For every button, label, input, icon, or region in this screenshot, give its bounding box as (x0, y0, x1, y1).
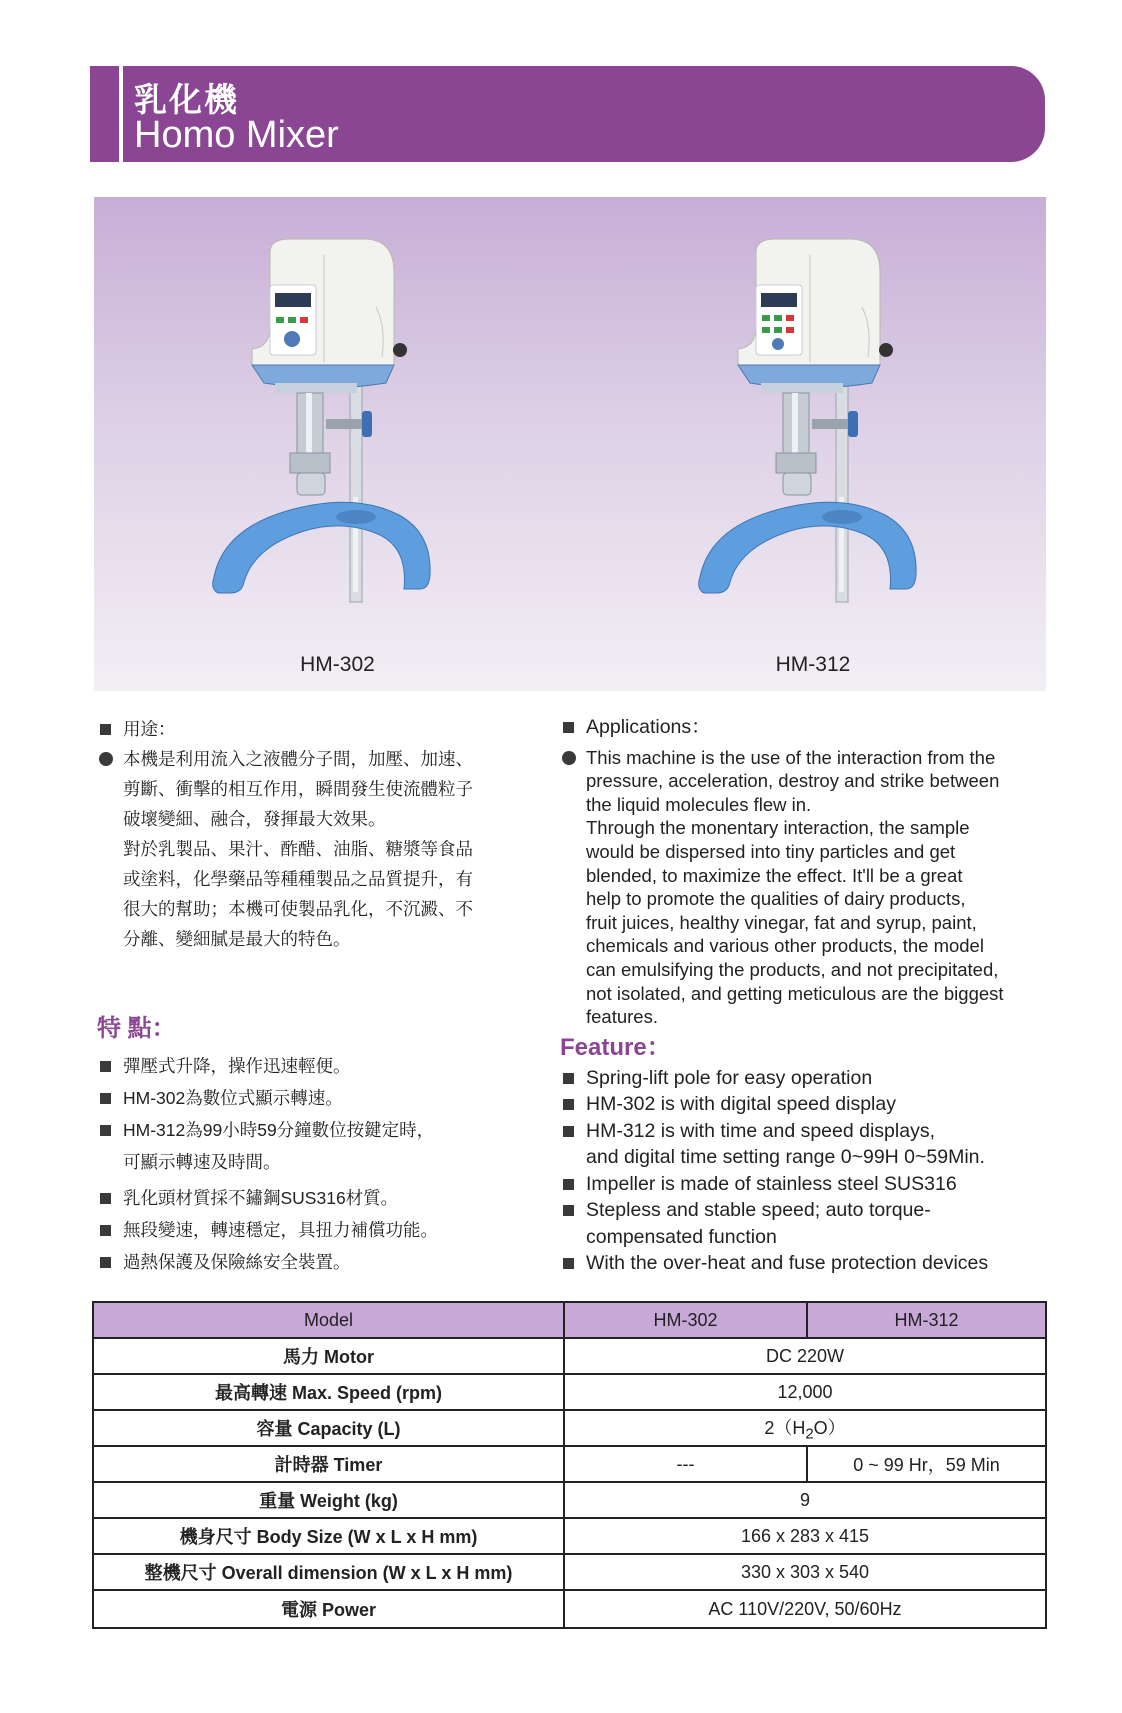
square-bullet-icon (563, 1179, 574, 1190)
square-bullet-icon (100, 1225, 111, 1236)
applications-line: the liquid molecules flew in. (586, 793, 812, 815)
table-row (93, 1554, 1046, 1590)
usage-line: 破壞變細、融合，發揮最大效果。 (123, 809, 386, 829)
square-bullet-icon (563, 1258, 574, 1269)
usage-line: 分離、變細膩是最大的特色。 (123, 929, 351, 949)
feature-item: HM-312 is with time and speed displays, (560, 1118, 1060, 1145)
table-row (93, 1338, 1046, 1374)
usage-line: 很大的幫助；本機可使製品乳化，不沉澱、不 (123, 899, 473, 919)
row-label: 容量 Capacity (L) (93, 1410, 564, 1446)
square-bullet-icon (563, 1205, 574, 1216)
product-photo-hm312 (580, 197, 1046, 691)
usage-paragraph (97, 744, 517, 954)
row-value: $2(H_2O)$ (564, 1410, 1046, 1446)
row-value: 9 (564, 1482, 1046, 1518)
applications-line: blended, to maximize the effect. It'll be a great (586, 864, 963, 886)
feature-item: HM-302為數位式顯示轉速。 (97, 1082, 517, 1114)
english-description (560, 715, 1060, 1277)
usage-line: 剪斷、衝擊的相互作用，瞬間發生使流體粒子 (123, 779, 473, 799)
product-photo-hm302 (94, 197, 581, 691)
square-bullet-icon (563, 1126, 574, 1137)
row-value: 330 x 303 x 540 (564, 1554, 1046, 1590)
feature-item: 過熱保護及保險絲安全裝置。 (97, 1246, 517, 1278)
product-model-label: HM-302 (300, 653, 375, 676)
feature-item: With the over-heat and fuse protection devices (560, 1250, 1060, 1277)
usage-line: 對於乳製品、果汁、酢醋、油脂、糖漿等食品 (123, 839, 473, 859)
usage-line: 或塗料，化學藥品等種種製品之品質提升，有 (123, 869, 473, 889)
feature-item: 乳化頭材質採不鏽鋼SUS316材質。 (97, 1182, 517, 1214)
title-divider (119, 66, 123, 162)
feature-heading-en: Feature： (560, 1033, 671, 1061)
applications-line: This machine is the use of the interaction from the (586, 746, 996, 768)
feature-item: Spring-lift pole for easy operation (560, 1065, 1060, 1092)
homo-mixer-illustration (580, 197, 1046, 691)
feature-item-continued: 可顯示轉速及時間。 (123, 1152, 281, 1172)
features-list-en (560, 1065, 1060, 1277)
table-row (93, 1410, 1046, 1446)
applications-heading-row (560, 715, 1060, 740)
table-header-hm312: HM-312 (807, 1302, 1046, 1338)
features-heading-zh: 特 點： (97, 1015, 176, 1042)
applications-line: pressure, acceleration, destroy and strike between (586, 770, 1000, 792)
table-row (93, 1374, 1046, 1410)
usage-heading-row (97, 714, 517, 744)
table-row (93, 1482, 1046, 1518)
features-list-zh (97, 1050, 517, 1278)
feature-item: HM-302 is with digital speed display (560, 1091, 1060, 1118)
row-label: 最高轉速 Max. Speed (rpm) (93, 1374, 564, 1410)
applications-line: not isolated, and getting meticulous are the biggest (586, 982, 1004, 1004)
feature-item: Impeller is made of stainless steel SUS316 (560, 1171, 1060, 1198)
homo-mixer-illustration (94, 197, 581, 691)
row-value: 166 x 283 x 415 (564, 1518, 1046, 1554)
feature-item: Stepless and stable speed; auto torque- (560, 1197, 1060, 1224)
square-bullet-icon (100, 1257, 111, 1268)
feature-item: HM-312為99小時59分鐘數位按鍵定時， (97, 1114, 517, 1146)
row-value: DC 220W (564, 1338, 1046, 1374)
table-row (93, 1518, 1046, 1554)
row-label: 整機尺寸 Overall dimension (W x L x H mm) (93, 1554, 564, 1590)
table-row (93, 1446, 1046, 1482)
applications-line: would be dispersed into tiny particles and get (586, 840, 956, 862)
feature-item: 無段變速，轉速穩定，具扭力補償功能。 (97, 1214, 517, 1246)
row-label: 計時器 Timer (93, 1446, 564, 1482)
chinese-description (97, 714, 517, 1278)
feature-item-continued: compensated function (586, 1225, 777, 1248)
square-bullet-icon (100, 724, 111, 735)
table-header-model: Model (93, 1302, 564, 1338)
applications-line: Through the monentary interaction, the sample (586, 817, 970, 839)
feature-item-continued: and digital time setting range 0~99H 0~59Min. (586, 1146, 985, 1169)
row-label: 機身尺寸 Body Size (W x L x H mm) (93, 1518, 564, 1554)
square-bullet-icon (100, 1093, 111, 1104)
square-bullet-icon (100, 1061, 111, 1072)
round-bullet-icon (562, 751, 576, 765)
usage-heading: 用途： (123, 719, 176, 739)
square-bullet-icon (100, 1193, 111, 1204)
spec-table (92, 1301, 1047, 1629)
square-bullet-icon (563, 1073, 574, 1084)
applications-line: chemicals and various other products, the model (586, 935, 984, 957)
table-header-row (93, 1302, 1046, 1338)
applications-line: can emulsifying the products, and not precipitated, (586, 958, 999, 980)
row-label: 馬力 Motor (93, 1338, 564, 1374)
row-value: AC 110V/220V, 50/60Hz (564, 1590, 1046, 1628)
square-bullet-icon (100, 1125, 111, 1136)
row-label: 重量 Weight (kg) (93, 1482, 564, 1518)
applications-heading: Applications： (586, 716, 711, 738)
square-bullet-icon (563, 1099, 574, 1110)
applications-line: fruit juices, healthy vinegar, fat and syrup, paint, (586, 911, 977, 933)
row-value: 12,000 (564, 1374, 1046, 1410)
usage-line: 本機是利用流入之液體分子間，加壓、加速、 (123, 749, 473, 769)
product-model-label: HM-312 (775, 653, 851, 676)
table-row (93, 1590, 1046, 1628)
applications-paragraph (560, 746, 1060, 1029)
title-banner (90, 66, 1045, 162)
feature-item: 彈壓式升降，操作迅速輕便。 (97, 1050, 517, 1082)
applications-line: help to promote the qualities of dairy products, (586, 888, 966, 910)
table-header-hm302: HM-302 (564, 1302, 807, 1338)
page-title-zh: 乳化機 (134, 81, 239, 118)
round-bullet-icon (99, 752, 113, 766)
row-value-hm312: 0 ~ 99 Hr，59 Min (807, 1446, 1046, 1482)
row-label: 電源 Power (93, 1590, 564, 1628)
row-value-hm302: --- (564, 1446, 807, 1482)
applications-line: features. (586, 1006, 658, 1028)
page-title-en: Homo Mixer (134, 114, 339, 156)
square-bullet-icon (563, 722, 574, 733)
